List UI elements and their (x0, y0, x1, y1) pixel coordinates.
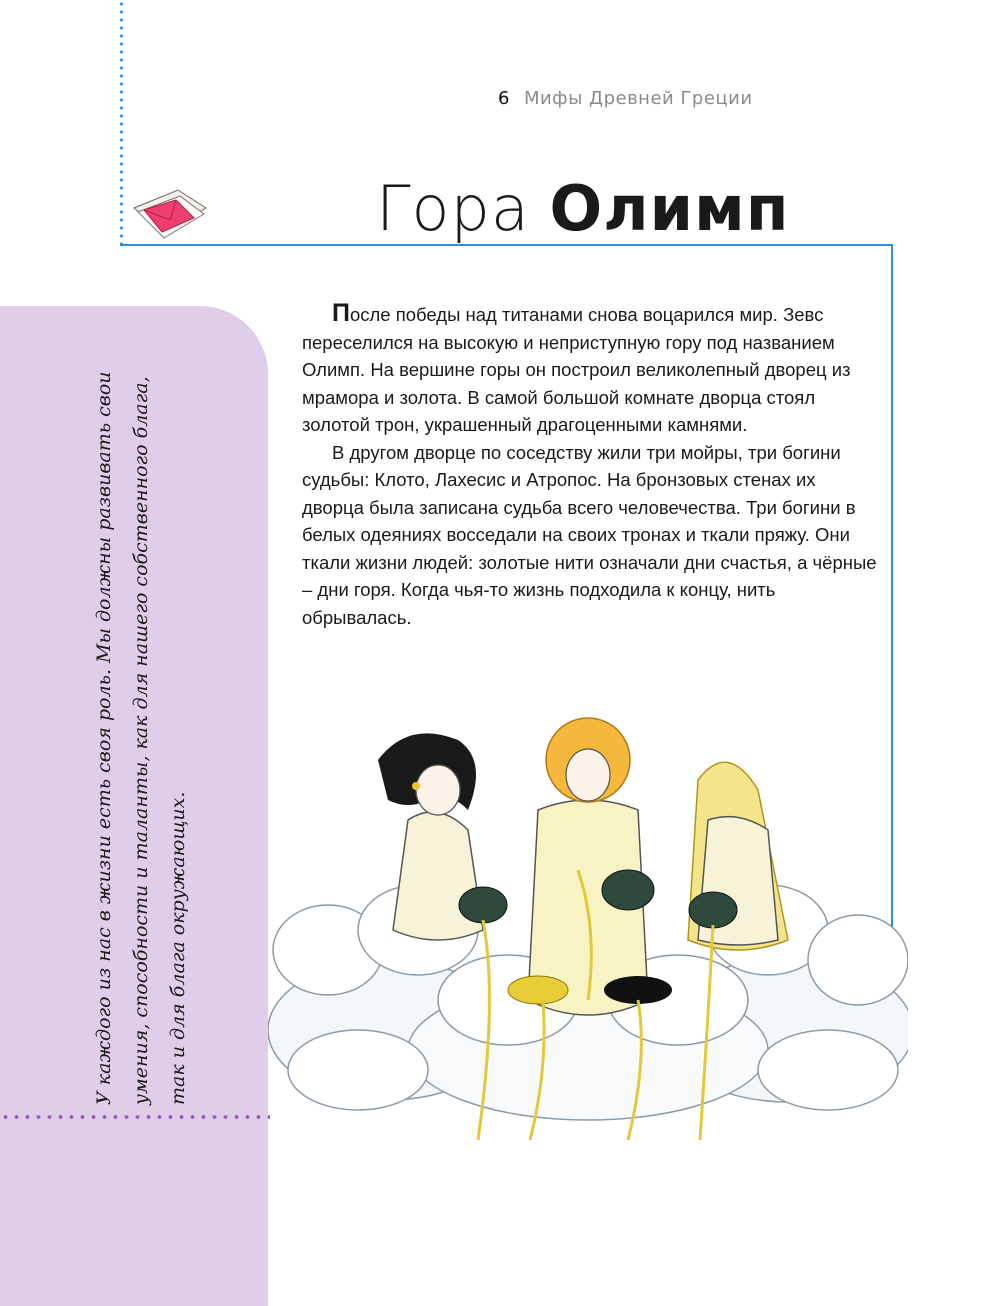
body-text (302, 300, 882, 631)
side-note: У каждого из нас в жизни есть своя роль. Мы должны развивать свои умения, способности и таланты, как для нашего собственного блага, так и для блага окружающих. (93, 371, 189, 1105)
envelope-icon (130, 188, 210, 243)
title-bold-part: Олимп (549, 172, 790, 245)
fate-middle (528, 718, 648, 1015)
title-light-part: Гора (376, 172, 530, 245)
dotted-border-top (120, 0, 123, 246)
paragraph-2: В другом дворце по соседству жили три мойры, три богини судьбы: Клото, Лахесис и Атропос. На бронзовых стенах их дворца была записана судьба всего человечества. Три богини в белых одеяниях восседали на своих тронах и ткали пряжу. Они ткали жизни людей: золотые нити означали дни счастья, а чёрные – дни горя. Когда чья-то жизнь подходила к концу, нить обрывалась. (302, 441, 877, 628)
paragraph-1 (302, 300, 882, 439)
drop-cap: П (332, 299, 350, 327)
paragraph-1-text: осле победы над титанами снова воцарился мир. Зевс переселился на высокую и неприступную гору под названием Олимп. На вершине горы он построил великолепный дворец из мрамора и золота. В самой большой комнате дворца стоял золотой трон, украшенный драгоценными камнями. (302, 304, 851, 435)
page-number: 6 (498, 88, 510, 109)
three-fates-illustration (268, 700, 908, 1150)
page-title (376, 172, 790, 245)
dotted-divider (0, 1115, 270, 1119)
running-head (498, 88, 753, 109)
running-title: Мифы Древней Греции (523, 88, 753, 109)
